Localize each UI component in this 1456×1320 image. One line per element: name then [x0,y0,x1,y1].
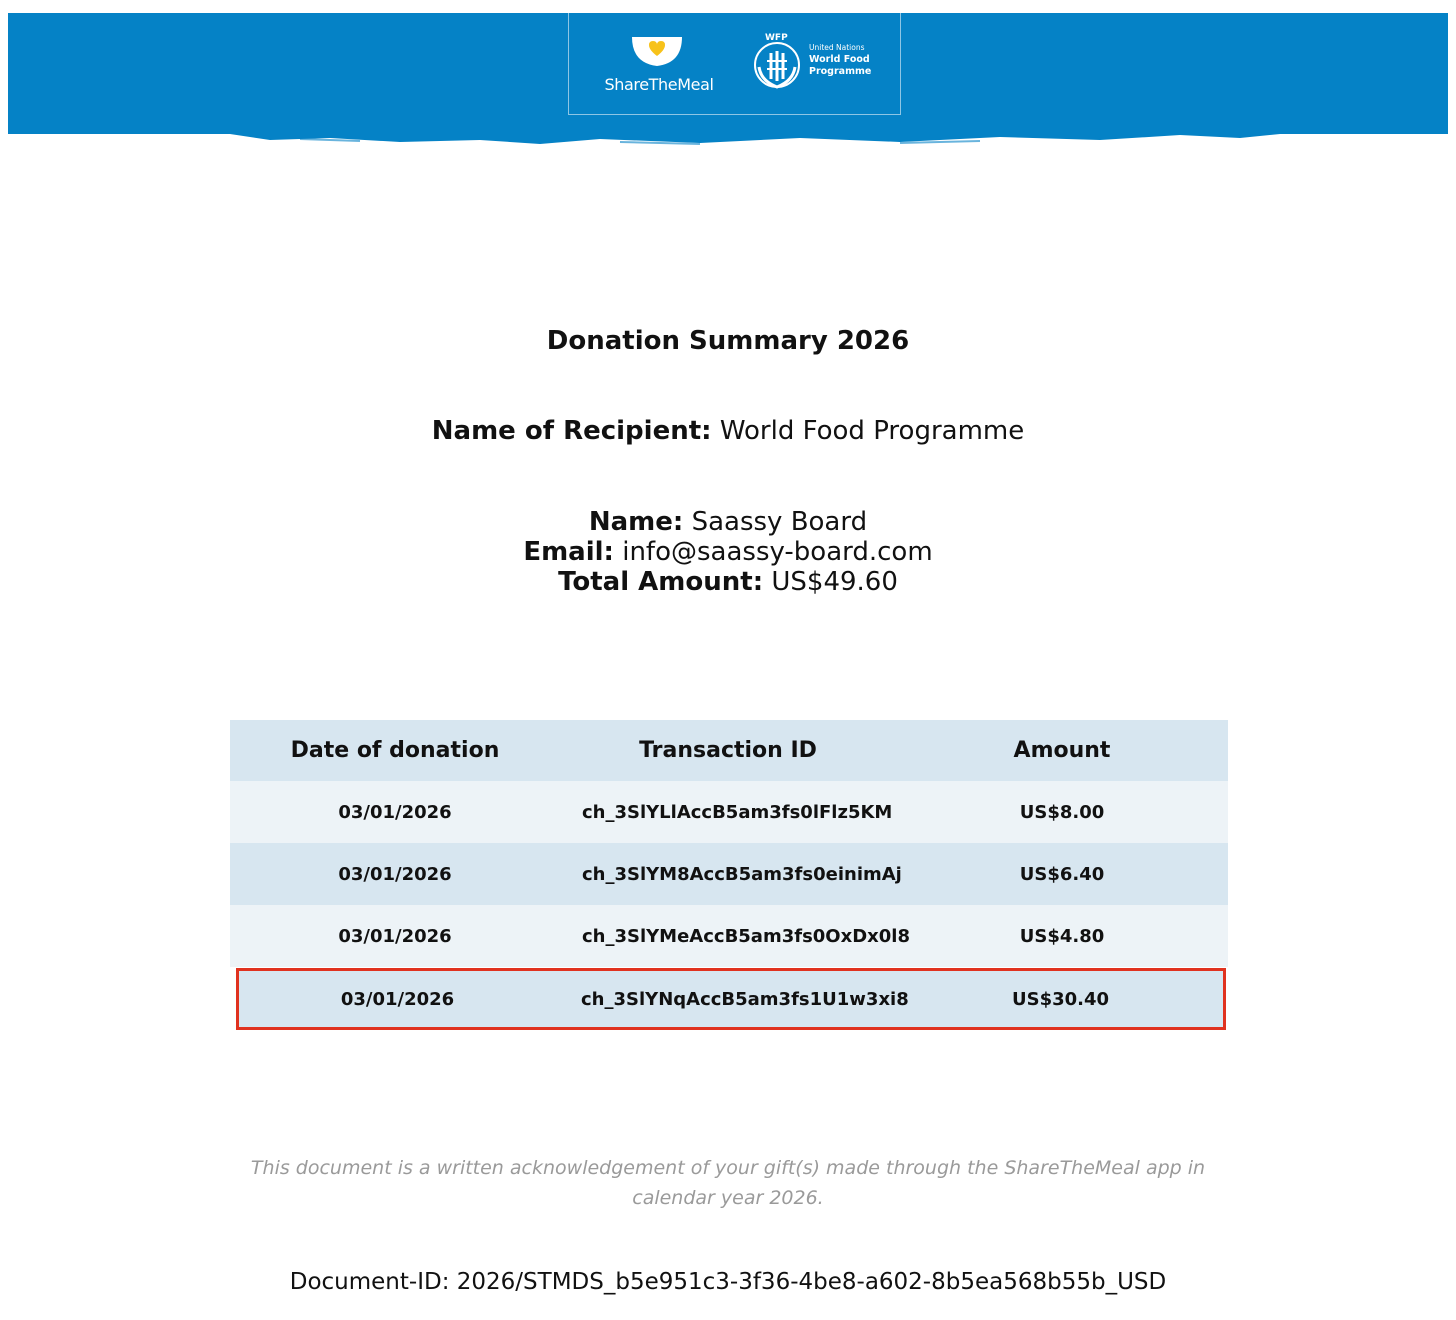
row-date: 03/01/2026 [338,801,452,823]
header-date: Date of donation [290,738,500,763]
email-value: info@saassy-board.com [622,537,933,567]
wfp-line-3: Programme [809,66,872,77]
email-line [0,537,1456,567]
wfp-logo [749,33,879,93]
banner-brush-edge [0,120,1456,150]
donor-details [0,507,1456,597]
wfp-wordmark [809,42,871,78]
row-transaction-id: ch_3SlYMeAccB5am3fs0OxDx0l8 [582,925,910,947]
row-amount: US$8.00 [1019,801,1105,823]
wfp-tag: WFP [765,33,788,43]
wfp-line-2: World Food [809,54,870,65]
table-row-highlighted [236,968,1226,1030]
total-line [0,567,1456,597]
wfp-line-1: United Nations [809,43,865,52]
name-label: Name: [588,507,684,537]
name-line [0,507,1456,537]
acknowledgement-note: This document is a written acknowledgement of your gift(s) made through the ShareTheMeal app in calendar year 2026. [250,1157,1206,1209]
document-id: Document-ID: 2026/STMDS_b5e951c3-3f36-4be8-a602-8b5ea568b55b_USD [289,1269,1167,1295]
name-value: Saassy Board [691,507,868,537]
row-transaction-id: ch_3SlYM8AccB5am3fs0einimAj [582,863,902,885]
logo-box [568,13,901,115]
row-date: 03/01/2026 [340,988,455,1010]
row-amount: US$4.80 [1019,925,1105,947]
recipient-line [0,416,1456,446]
row-transaction-id: ch_3SlYLlAccB5am3fs0lFlz5KM [582,801,893,823]
row-date: 03/01/2026 [338,863,452,885]
row-transaction-id: ch_3SlYNqAccB5am3fs1U1w3xi8 [581,988,909,1010]
header-amount: Amount [1013,738,1111,763]
donations-table [230,720,1228,1030]
row-date: 03/01/2026 [338,925,452,947]
sharethemeal-logo [597,33,721,103]
email-label: Email: [523,537,614,567]
table-row [230,905,1228,967]
recipient-label: Name of Recipient: [431,416,712,446]
header-transaction-id: Transaction ID [639,738,817,763]
row-amount: US$6.40 [1019,863,1105,885]
table-row [230,843,1228,905]
row-amount: US$30.40 [1011,988,1110,1010]
bowl-heart-icon [629,33,685,73]
brand-name: ShareTheMeal [604,75,714,94]
total-value: US$49.60 [771,567,898,597]
table-row [230,781,1228,843]
total-label: Total Amount: [558,567,764,597]
table-header-row [230,720,1228,781]
recipient-value: World Food Programme [719,416,1025,446]
page-title: Donation Summary 2026 [546,326,910,356]
wfp-emblem-icon [749,37,805,93]
